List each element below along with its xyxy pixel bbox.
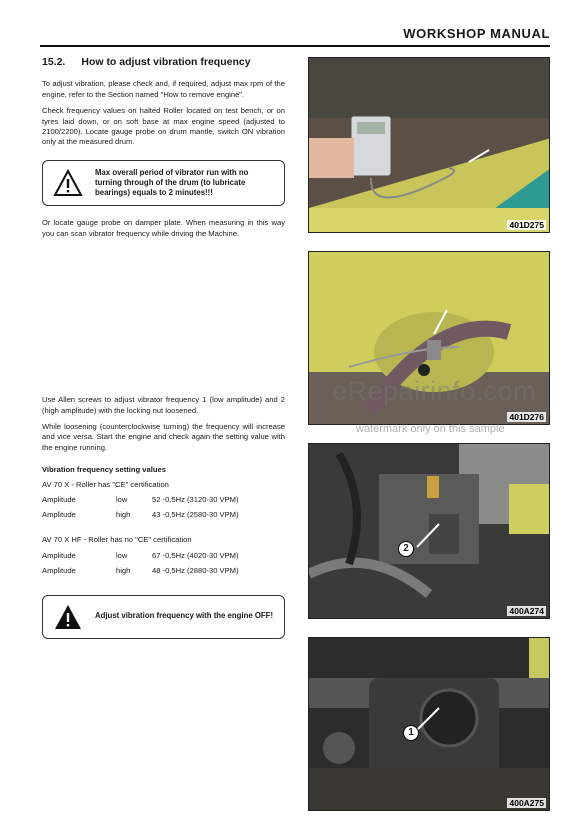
photo-code: 401D276 <box>509 412 544 422</box>
section-number: 15.2. <box>42 56 66 68</box>
row-label: Amplitude <box>42 550 76 560</box>
danger-icon <box>53 603 83 631</box>
paragraph-1: To adjust vibration, please check and, if required, adjust max rpm of the engine, refer to the Section named "How to remove engine". <box>42 79 285 99</box>
section-heading <box>42 57 285 67</box>
section-title: How to adjust vibration frequency <box>81 56 251 68</box>
warning-text-engine-off: Adjust vibration frequency with the engine OFF! <box>95 611 274 621</box>
row-value: 67 -0,5Hz (4020-30 VPM) <box>152 550 239 560</box>
certification-label: AV 70 X - Roller has "CE" certification <box>42 479 169 489</box>
row-level: high <box>116 510 131 520</box>
warning-box-lubrication <box>42 160 285 207</box>
row-label: Amplitude <box>42 565 76 575</box>
warning-text-lubrication: Max overall period of vibrator run with no turning through of the drum (to lubricate bearings) equals to 2 minutes!!! <box>95 167 249 198</box>
row-value: 43 -0,5Hz (2580-30 VPM) <box>152 510 239 520</box>
header-rule <box>40 45 550 47</box>
callout-marker: 1 <box>403 725 419 741</box>
photo-gauge-on-drum <box>308 57 550 233</box>
table-row <box>42 549 285 564</box>
paragraph-2: Check frequency values on halted Roller located on test bench, or on tyres laid down, or on soft base at max engine speed (adjusted to 2100/2200). Locate gauge probe on drum mantle, switch ON vibration only at the measured drum. <box>42 106 285 147</box>
row-level: high <box>116 565 131 575</box>
vibration-group-ce <box>42 480 285 523</box>
watermark-text: eRepairinfo.com <box>332 376 537 406</box>
photo-allen-screw-1 <box>308 637 550 811</box>
table-row <box>42 493 285 508</box>
photo-image <box>309 444 550 619</box>
table-row <box>42 564 285 579</box>
certification-label: AV 70 X HF - Roller has no "CE" certification <box>42 535 192 545</box>
row-value: 48 -0,5Hz (2880-30 VPM) <box>152 565 239 575</box>
manual-title: WORKSHOP MANUAL <box>403 26 550 41</box>
photo-image <box>309 638 550 811</box>
paragraph-3: Or locate gauge probe on damper plate. When measuring in this way you can scan vibrator frequency while driving the Machine. <box>42 218 285 238</box>
row-level: low <box>116 495 128 505</box>
table-row <box>42 508 285 523</box>
photo-code: 401D275 <box>509 220 544 230</box>
callout-marker: 2 <box>398 541 414 557</box>
text-column <box>42 57 285 651</box>
row-label: Amplitude <box>42 510 76 520</box>
paragraph-4: Use Allen screws to adjust vibrator frequency 1 (low amplitude) and 2 (high amplitude) with the locking nut loosened. <box>42 395 285 415</box>
photo-code: 400A275 <box>509 798 544 808</box>
vibration-group-hf <box>42 535 285 578</box>
watermark-subtext: watermark only on this sample <box>356 423 505 435</box>
row-value: 52 -0,5Hz (3120-30 VPM) <box>152 495 239 505</box>
vibration-table-title: Vibration frequency setting values <box>42 465 166 475</box>
warning-box-engine-off <box>42 595 285 639</box>
photo-code: 400A274 <box>509 606 544 616</box>
row-label: Amplitude <box>42 495 76 505</box>
caution-icon <box>53 169 83 197</box>
photo-image <box>309 58 550 233</box>
photo-allen-screw-2 <box>308 443 550 619</box>
paragraph-5: While loosening (counterclockwise turning) the frequency will increase and vice versa. Start the engine and check again the setting value with the engine running. <box>42 422 285 452</box>
row-level: low <box>116 550 128 560</box>
